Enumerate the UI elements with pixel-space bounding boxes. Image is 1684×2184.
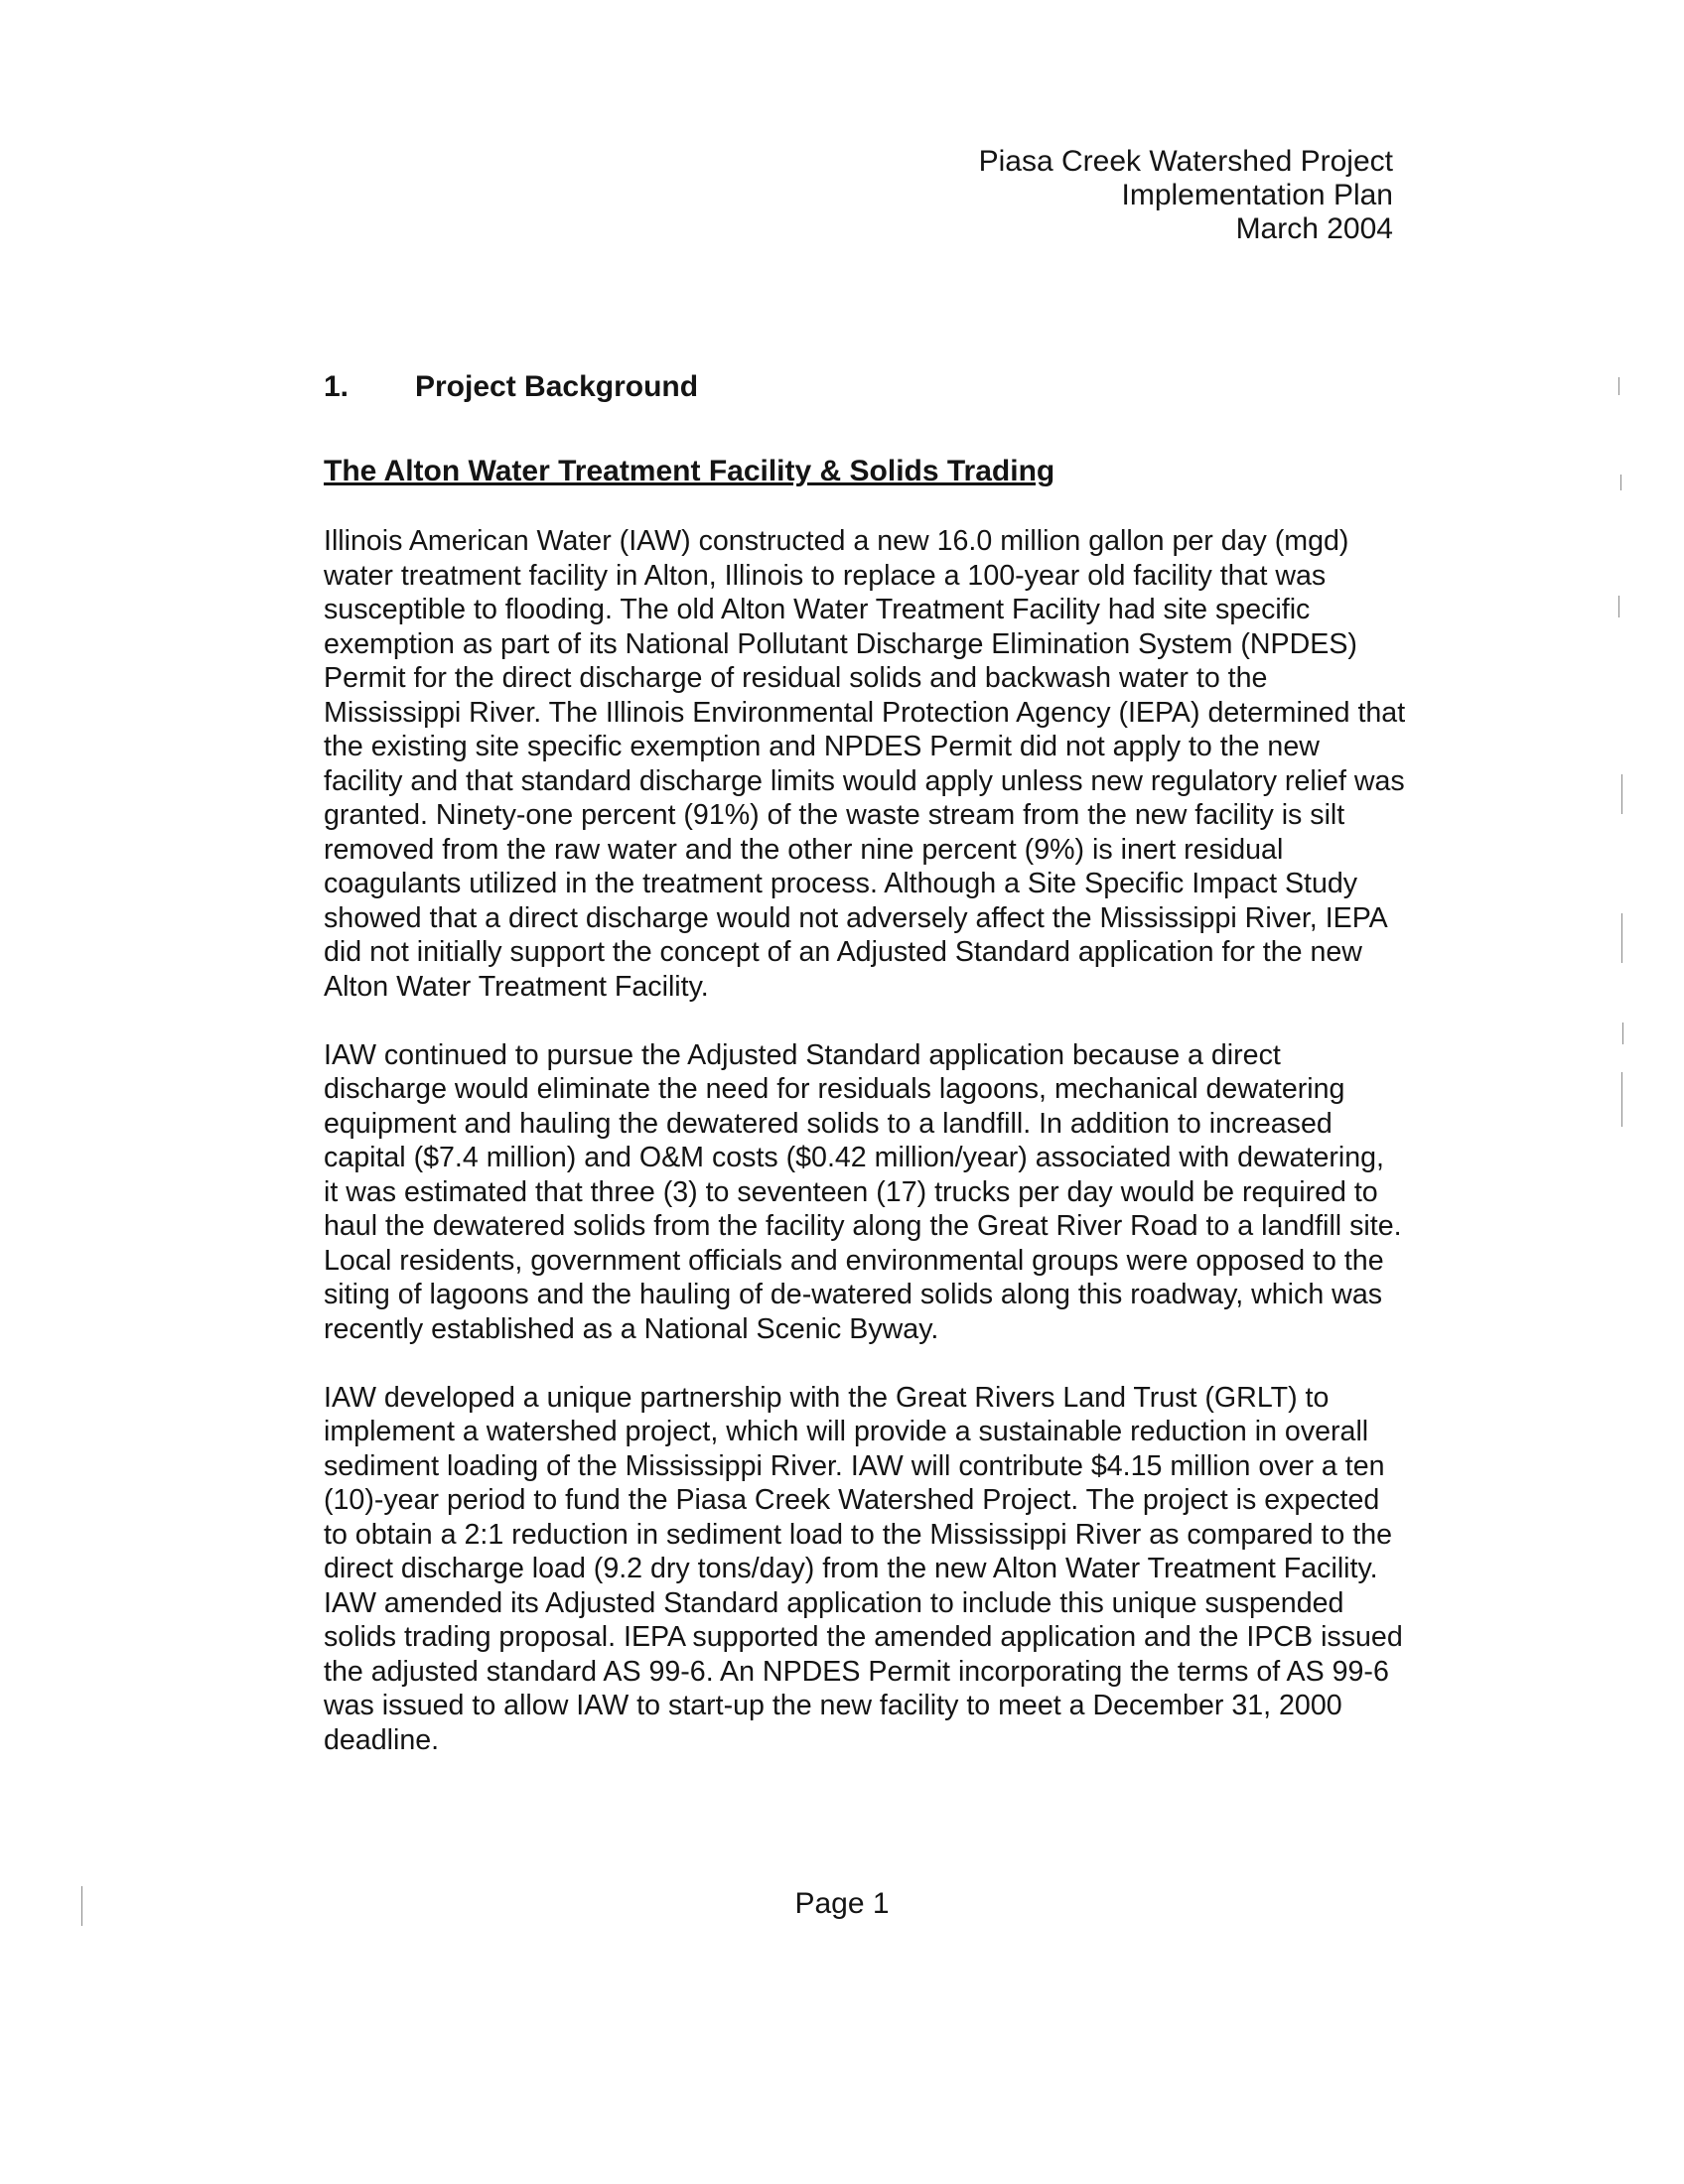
scan-artifact — [1620, 475, 1621, 490]
paragraph: IAW continued to pursue the Adjusted Standard application because a direct discharge would eliminate the need for residuals lagoons, mechanical dewatering equipment and hauling the dewatered solids to a landfill. In addition to increased capital ($7.4 million) and O&M costs ($0.42 million/year) associated with dewatering, it was estimated that three (3) to seventeen (17) trucks per day would be required to haul the dewatered solids from the facility along the Great River Road to a landfill site. Local residents, government officials and environmental groups were opposed to the siting of lagoons and the hauling of de-watered solids along this roadway, which was recently established as a National Scenic Byway. — [324, 1038, 1402, 1345]
page-number: Page 1 — [794, 1887, 890, 1920]
document-header — [979, 145, 1393, 246]
header-project-title: Piasa Creek Watershed Project — [978, 145, 1393, 178]
scan-artifact — [1621, 774, 1622, 814]
scan-artifact — [1621, 913, 1622, 963]
paragraph: IAW developed a unique partnership with the Great Rivers Land Trust (GRLT) to implement a watershed project, which will provide a sustainable reduction in overall sediment loading of the Mississippi River. IAW will contribute $4.15 million over a ten (10)-year period to fund the Piasa Creek Watershed Project. The project is expected to obtain a 2:1 reduction in sediment load to the Mississippi River as compared to the direct discharge load (9.2 dry tons/day) from the new Alton Water Treatment Facility. IAW amended its Adjusted Standard application to include this unique suspended solids trading proposal. IEPA supported the amended application and the IPCB issued the adjusted standard AS 99-6. An NPDES Permit incorporating the terms of AS 99-6 was issued to allow IAW to start-up the new facility to meet a December 31, 2000 deadline. — [324, 1381, 1403, 1756]
header-document-type: Implementation Plan — [1121, 179, 1393, 211]
subheading: The Alton Water Treatment Facility & Solids Trading — [324, 455, 1055, 487]
scan-artifact — [1622, 1023, 1623, 1044]
section-title: Project Background — [415, 370, 699, 403]
scan-artifact — [1618, 377, 1619, 395]
paragraph: Illinois American Water (IAW) constructed a new 16.0 million gallon per day (mgd) water treatment facility in Alton, Illinois to replace a 100-year old facility that was susceptible to flooding. The old Alton Water Treatment Facility had site specific exemption as part of its National Pollutant Discharge Elimination System (NPDES) Permit for the direct discharge of residual solids and backwash water to the Mississippi River. The Illinois Environmental Protection Agency (IEPA) determined that the existing site specific exemption and NPDES Permit did not apply to the new facility and that standard discharge limits would apply unless new regulatory relief was granted. Ninety-one percent (91%) of the waste stream from the new facility is silt removed from the raw water and the other nine percent (9%) is inert residual coagulants utilized in the treatment process. Although a Site Specific Impact Study showed that a direct discharge would not adversely affect the Mississippi River, IEPA did not initially support the concept of an Adjusted Standard application for the new Alton Water Treatment Facility. — [324, 525, 1406, 1003]
scan-artifact — [81, 1886, 82, 1926]
body-text — [324, 524, 1406, 1792]
scan-artifact — [1621, 1072, 1622, 1127]
section-heading — [324, 369, 698, 405]
header-date: March 2004 — [1235, 212, 1393, 245]
section-number: 1. — [324, 370, 350, 403]
scan-artifact — [1618, 596, 1619, 617]
